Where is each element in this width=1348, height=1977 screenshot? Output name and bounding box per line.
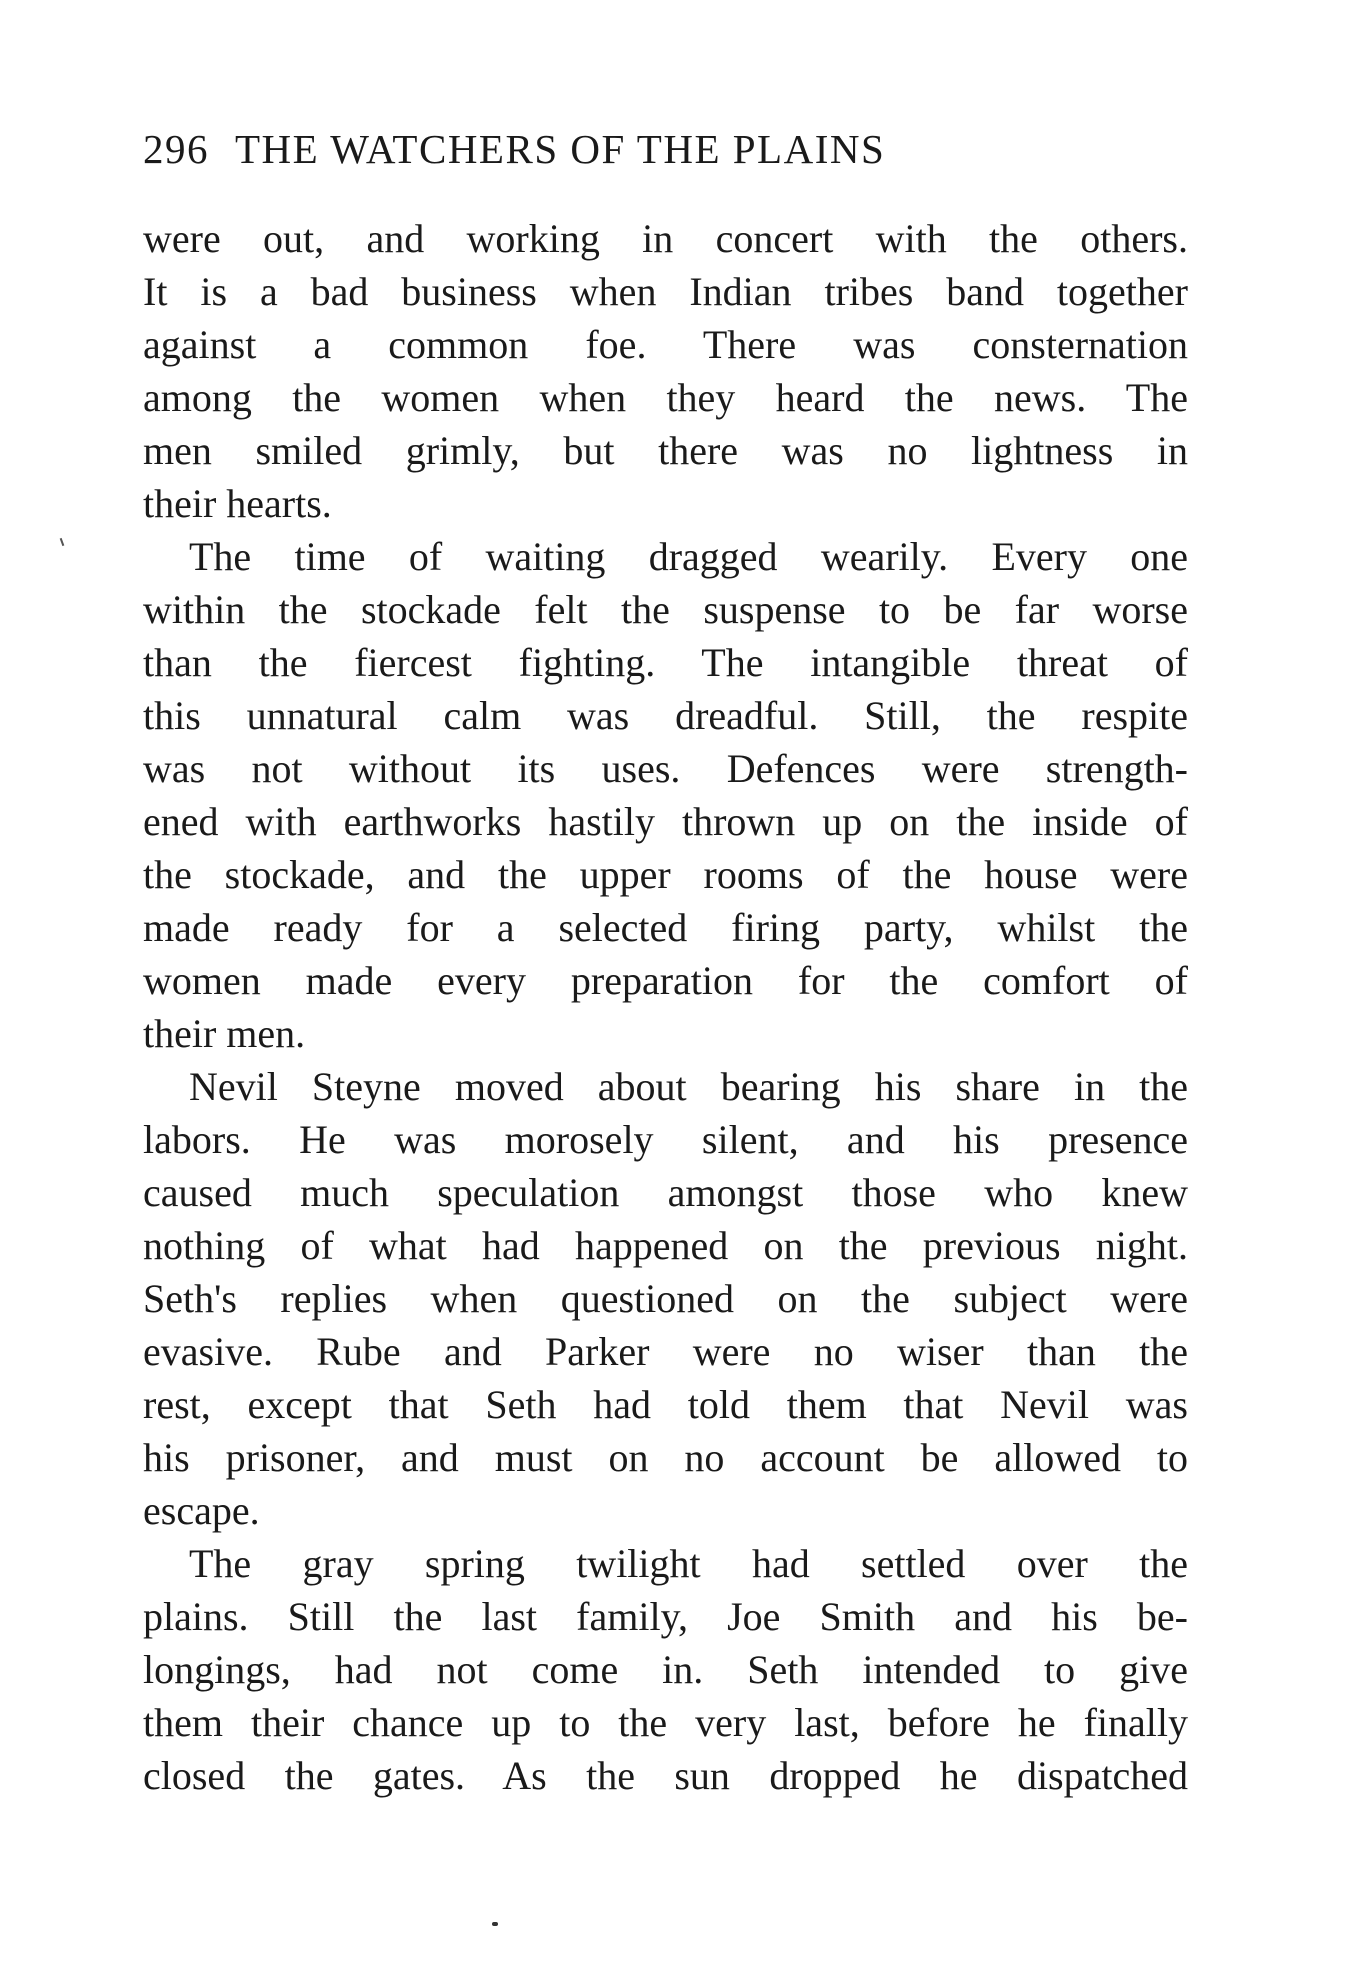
text-line: his prisoner, and must on no account be allowed to xyxy=(143,1435,1188,1480)
margin-speck xyxy=(60,538,65,546)
text-line: closed the gates. As the sun dropped he dispatched xyxy=(143,1753,1188,1798)
text-line: escape. xyxy=(143,1488,260,1533)
text-line: against a common foe. There was consternation xyxy=(143,322,1188,367)
text-line: caused much speculation amongst those who knew xyxy=(143,1170,1188,1215)
paragraph-start-line: The gray spring twilight had settled over the xyxy=(189,1541,1188,1586)
text-line: were out, and working in concert with the others. xyxy=(143,216,1188,261)
text-line: longings, had not come in. Seth intended to give xyxy=(143,1647,1188,1692)
text-line: evasive. Rube and Parker were no wiser than the xyxy=(143,1329,1188,1374)
paragraph-start-line: Nevil Steyne moved about bearing his share in the xyxy=(189,1064,1188,1109)
text-line: nothing of what had happened on the previous night. xyxy=(143,1223,1188,1268)
text-line: plains. Still the last family, Joe Smith and his be- xyxy=(143,1594,1188,1639)
text-line: the stockade, and the upper rooms of the house were xyxy=(143,852,1188,897)
text-line: them their chance up to the very last, before he finally xyxy=(143,1700,1188,1745)
text-line: was not without its uses. Defences were strength- xyxy=(143,746,1188,791)
text-line: within the stockade felt the suspense to be far worse xyxy=(143,587,1188,632)
text-line: made ready for a selected firing party, whilst the xyxy=(143,905,1188,950)
text-line: Seth's replies when questioned on the subject were xyxy=(143,1276,1188,1321)
footer-speck xyxy=(492,1922,498,1926)
text-line: their men. xyxy=(143,1011,306,1056)
text-line: It is a bad business when Indian tribes band together xyxy=(143,269,1188,314)
page-number: 296 xyxy=(143,126,209,172)
text-line: their hearts. xyxy=(143,481,332,526)
text-line: women made every preparation for the comfort of xyxy=(143,958,1188,1003)
text-line: men smiled grimly, but there was no lightness in xyxy=(143,428,1188,473)
text-line: than the fiercest fighting. The intangible threat of xyxy=(143,640,1188,685)
running-header xyxy=(143,124,1193,174)
text-line: labors. He was morosely silent, and his presence xyxy=(143,1117,1188,1162)
text-line: this unnatural calm was dreadful. Still, the respite xyxy=(143,693,1188,738)
text-line: ened with earthworks hastily thrown up on the inside of xyxy=(143,799,1188,844)
paragraph-start-line: The time of waiting dragged wearily. Every one xyxy=(189,534,1188,579)
text-line: among the women when they heard the news. The xyxy=(143,375,1188,420)
body-text xyxy=(143,212,1188,1802)
text-line: rest, except that Seth had told them that Nevil was xyxy=(143,1382,1188,1427)
running-title: THE WATCHERS OF THE PLAINS xyxy=(235,126,886,172)
